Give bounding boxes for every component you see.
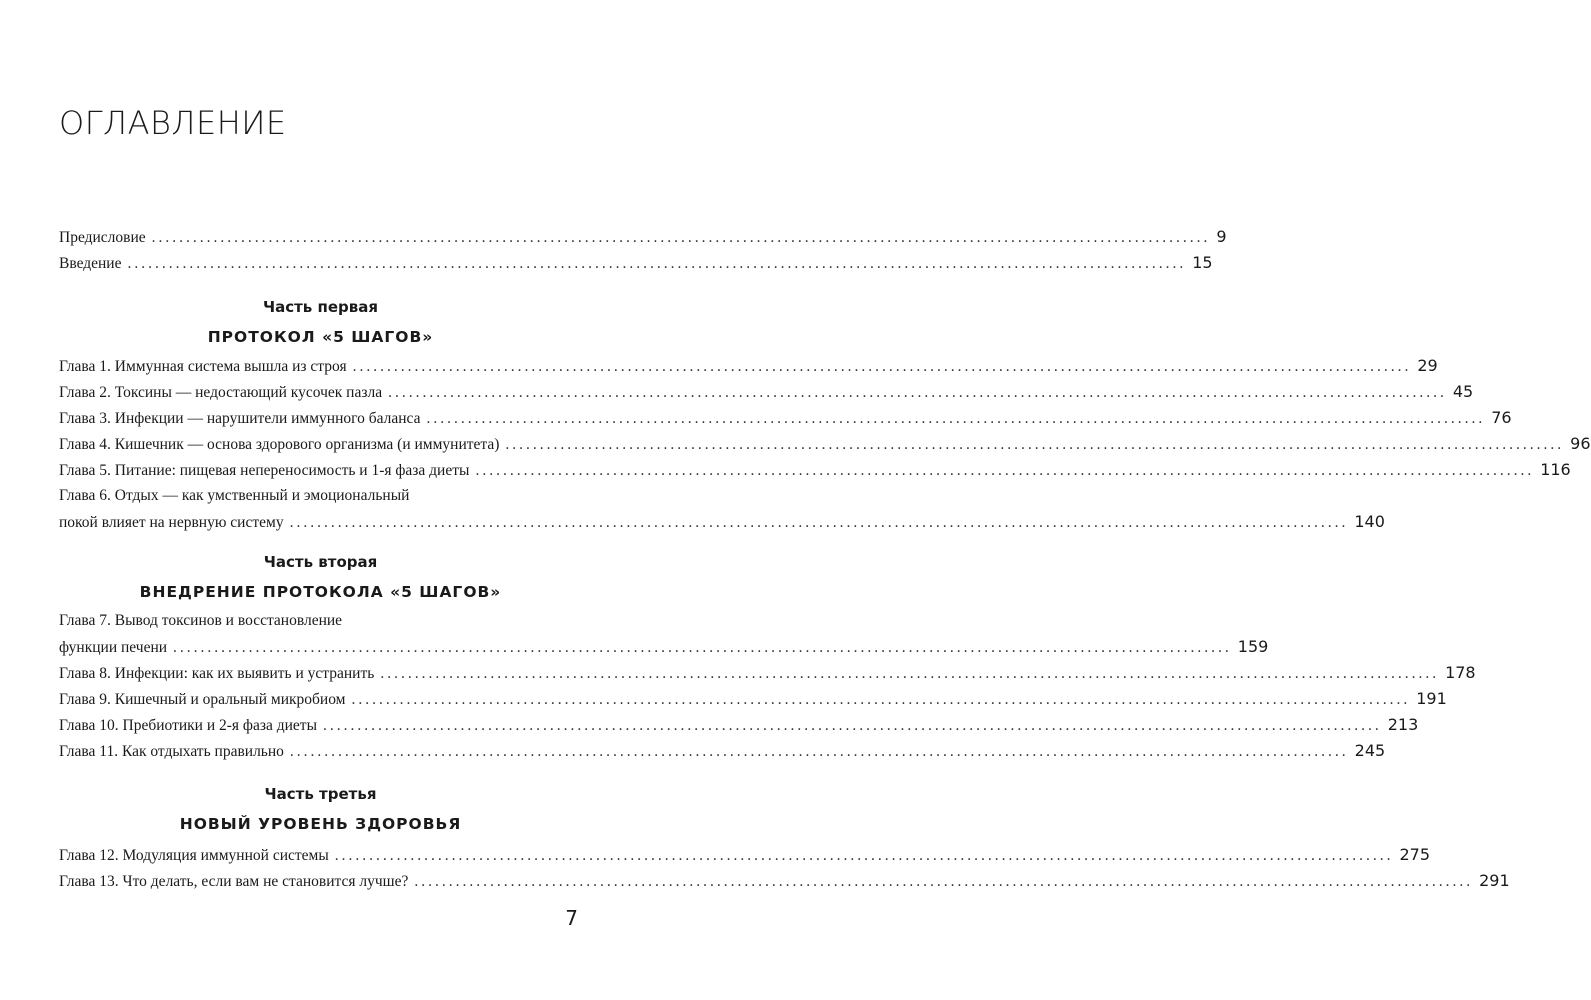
dot-leader: .......................................................................................................................................................... (127, 255, 1187, 272)
toc-entry-label: Глава 11. Как отдыхать правильно (59, 743, 284, 760)
toc-entry-page: 45 (1452, 382, 1474, 401)
toc-entry-chapter-10[interactable] (59, 712, 1419, 738)
toc-part-1 (59, 353, 1591, 535)
toc-entry-label: Введение (59, 255, 122, 272)
toc-entry-page: 291 (1479, 871, 1510, 890)
dot-leader: .......................................................................................................................................................... (426, 410, 1486, 427)
toc-entry-label-line-1: Глава 6. Отдых — как умственный и эмоциональный (59, 487, 410, 504)
toc-entry-page: 9 (1216, 227, 1227, 246)
toc-entry-label: Глава 10. Пребиотики и 2-я фаза диеты (59, 717, 317, 734)
toc-entry-page: 116 (1540, 460, 1571, 479)
part-number: Часть первая (262, 298, 379, 316)
toc-entry-label: Глава 5. Питание: пищевая непереносимость и 1-я фаза диеты (59, 462, 470, 479)
toc-entry-label: Глава 3. Инфекции — нарушители иммунного баланса (59, 410, 421, 427)
toc-entry-chapter-3[interactable] (59, 405, 1512, 431)
dot-leader: .......................................................................................................................................................... (380, 665, 1440, 682)
toc-entry-page: 213 (1387, 715, 1419, 734)
toc-entry-page: 140 (1354, 512, 1385, 531)
toc-entry-label: Глава 4. Кишечник — основа здорового организма (и иммунитета) (59, 436, 500, 453)
dot-leader: .......................................................................................................................................................... (334, 847, 1394, 864)
toc-entry-label: Глава 12. Модуляция иммунной системы (59, 847, 329, 864)
toc-entry-chapter-9[interactable] (59, 686, 1447, 712)
toc-entry-page: 29 (1417, 356, 1438, 375)
toc-entry-label: Глава 9. Кишечный и оральный микробиом (59, 691, 346, 708)
toc-entry-chapter-11[interactable] (59, 738, 1386, 764)
part-title: НОВЫЙ УРОВЕНЬ ЗДОРОВЬЯ (179, 815, 462, 833)
toc-entry-chapter-13[interactable] (59, 868, 1510, 894)
dot-leader: .......................................................................................................................................................... (351, 691, 1411, 708)
toc-entry-page: 76 (1491, 408, 1512, 427)
dot-leader: .......................................................................................................................................................... (475, 462, 1535, 479)
toc-entry-introduction[interactable] (59, 250, 1213, 276)
toc-entry-label: Глава 1. Иммунная система вышла из строя (59, 358, 347, 375)
dot-leader: .......................................................................................................................................................... (322, 717, 1382, 734)
toc-entry-chapter-12[interactable] (59, 842, 1431, 868)
toc-entry-chapter-6[interactable] (59, 483, 1385, 535)
toc-entry-chapter-5[interactable] (59, 457, 1571, 483)
dot-leader: .......................................................................................................................................................... (352, 358, 1412, 375)
dot-leader: .......................................................................................................................................................... (151, 229, 1211, 246)
part-number: Часть третья (264, 785, 377, 803)
toc-entry-chapter-1[interactable] (59, 353, 1438, 379)
toc-entry-page: 96 (1570, 434, 1591, 453)
part-heading-3 (59, 783, 582, 837)
dot-leader: .......................................................................................................................................................... (505, 436, 1565, 453)
toc-entry-chapter-2[interactable] (59, 379, 1474, 405)
part-title: ПРОТОКОЛ «5 ШАГОВ» (207, 328, 434, 346)
toc-entry-chapter-8[interactable] (59, 660, 1476, 686)
part-number: Часть вторая (263, 553, 378, 571)
page-number: 7 (565, 906, 578, 930)
toc-entry-page: 15 (1192, 253, 1213, 272)
toc-front-matter (59, 224, 1227, 276)
toc-part-2 (59, 608, 1476, 764)
toc-entry-label: Предисловие (59, 229, 146, 246)
part-title: ВНЕДРЕНИЕ ПРОТОКОЛА «5 ШАГОВ» (139, 583, 502, 601)
toc-entry-chapter-4[interactable] (59, 431, 1591, 457)
page-title: ОГЛАВЛЕНИЕ (59, 104, 287, 142)
part-heading-1 (59, 296, 582, 350)
dot-leader: .......................................................................................................................................................... (414, 873, 1474, 890)
toc-entry-label: Глава 2. Токсины — недостающий кусочек пазла (59, 384, 383, 401)
dot-leader: .......................................................................................................................................................... (173, 639, 1232, 656)
toc-entry-label-line-1: Глава 7. Вывод токсинов и восстановление (59, 612, 343, 629)
dot-leader: .......................................................................................................................................................... (289, 743, 1349, 760)
toc-entry-page: 191 (1416, 689, 1447, 708)
toc-entry-label-line-2: покой влияет на нервную систему (59, 514, 284, 531)
toc-entry-page: 159 (1237, 637, 1269, 656)
dot-leader: .......................................................................................................................................................... (289, 514, 1349, 531)
toc-entry-page: 245 (1354, 741, 1386, 760)
toc-entry-label-line-2: функции печени (59, 639, 168, 656)
dot-leader: .......................................................................................................................................................... (388, 384, 1447, 401)
toc-entry-page: 275 (1399, 845, 1431, 864)
toc-part-3 (59, 842, 1510, 894)
toc-entry-page: 178 (1445, 663, 1476, 682)
part-heading-2 (59, 551, 582, 605)
toc-entry-label: Глава 8. Инфекции: как их выявить и устранить (59, 665, 375, 682)
toc-entry-chapter-7[interactable] (59, 608, 1269, 660)
toc-entry-label: Глава 13. Что делать, если вам не становится лучше? (59, 873, 409, 890)
toc-entry-preface[interactable] (59, 224, 1227, 250)
